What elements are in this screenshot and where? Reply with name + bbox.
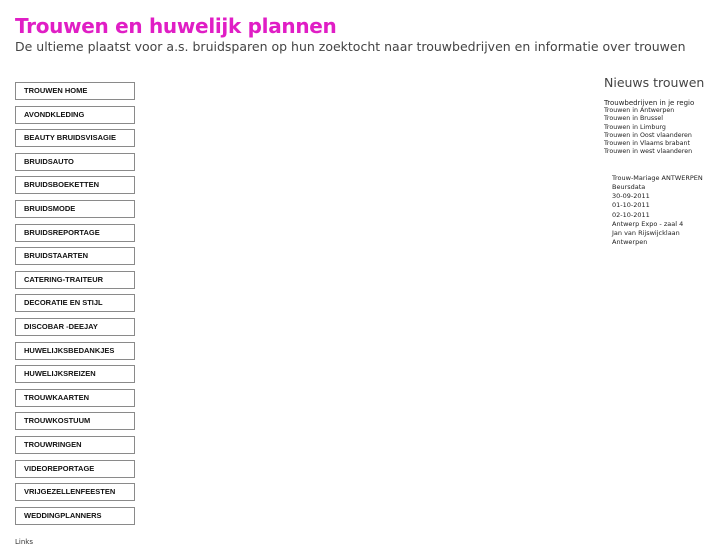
event-city: Antwerpen xyxy=(612,238,648,247)
site-subtitle: De ultieme plaatst voor a.s. bruidsparen op hun zoektocht naar trouwbedrijven en informatie over trouwen xyxy=(15,39,686,54)
region-list xyxy=(604,107,727,157)
nav-trouwen-home[interactable]: TROUWEN HOME xyxy=(15,82,135,100)
nav-bruidsboeketten[interactable]: BRUIDSBOEKETTEN xyxy=(15,176,135,194)
nav-bruidsauto[interactable]: BRUIDSAUTO xyxy=(15,153,135,171)
region-link-brussel[interactable]: Trouwen in Brussel xyxy=(604,115,664,123)
nav-huwelijksbedankjes[interactable]: HUWELIJKSBEDANKJES xyxy=(15,342,135,360)
nav-videoreportage[interactable]: VIDEOREPORTAGE xyxy=(15,460,135,478)
links-label: Links xyxy=(15,538,33,546)
region-link-limburg[interactable]: Trouwen in Limburg xyxy=(604,123,666,131)
nav-bruidstaarten[interactable]: BRUIDSTAARTEN xyxy=(15,247,135,265)
news-heading: Nieuws trouwen xyxy=(604,75,705,90)
event-dates-label: Beursdata xyxy=(612,182,646,191)
event-date: 30-09-2011 xyxy=(612,192,650,201)
nav-weddingplanners[interactable]: WEDDINGPLANNERS xyxy=(15,507,135,525)
nav-bruidsmode[interactable]: BRUIDSMODE xyxy=(15,200,135,218)
nav-trouwkaarten[interactable]: TROUWKAARTEN xyxy=(15,389,135,407)
nav-discobar-deejay[interactable]: DISCOBAR -DEEJAY xyxy=(15,318,135,336)
region-link-antwerpen[interactable]: Trouwen in Antwerpen xyxy=(604,107,675,114)
region-link-west-vlaanderen[interactable]: Trouwen in west vlaanderen xyxy=(604,148,693,156)
main-nav xyxy=(15,82,135,530)
news-sidebar xyxy=(604,75,727,247)
nav-bruidsreportage[interactable]: BRUIDSREPORTAGE xyxy=(15,224,135,242)
nav-trouwkostuum[interactable]: TROUWKOSTUUM xyxy=(15,412,135,430)
region-link-vlaams-brabant[interactable]: Trouwen in Vlaams brabant xyxy=(604,140,690,148)
site-title: Trouwen en huwelijk plannen xyxy=(15,14,337,38)
event-date: 01-10-2011 xyxy=(612,201,650,210)
event-street: Jan van Rijswijcklaan xyxy=(612,229,680,237)
nav-avondkleding[interactable]: AVONDKLEDING xyxy=(15,106,135,124)
nav-catering-traiteur[interactable]: CATERING-TRAITEUR xyxy=(15,271,135,289)
nav-vrijgezellenfeesten[interactable]: VRIJGEZELLENFEESTEN xyxy=(15,483,135,501)
nav-trouwringen[interactable]: TROUWRINGEN xyxy=(15,436,135,454)
event-date: 02-10-2011 xyxy=(612,210,650,219)
region-heading: Trouwbedrijven in je regio xyxy=(604,99,695,107)
region-link-oost-vlaanderen[interactable]: Trouwen in Oost vlaanderen xyxy=(604,131,692,139)
nav-beauty-bruidsvisagie[interactable]: BEAUTY BRUIDSVISAGIE xyxy=(15,129,135,147)
event-venue: Antwerp Expo - zaal 4 xyxy=(612,219,684,228)
nav-decoratie-en-stijl[interactable]: DECORATIE EN STIJL xyxy=(15,294,135,312)
event-name: Trouw-Mariage ANTWERPEN xyxy=(612,173,703,182)
nav-huwelijksreizen[interactable]: HUWELIJKSREIZEN xyxy=(15,365,135,383)
event-info xyxy=(612,174,727,248)
